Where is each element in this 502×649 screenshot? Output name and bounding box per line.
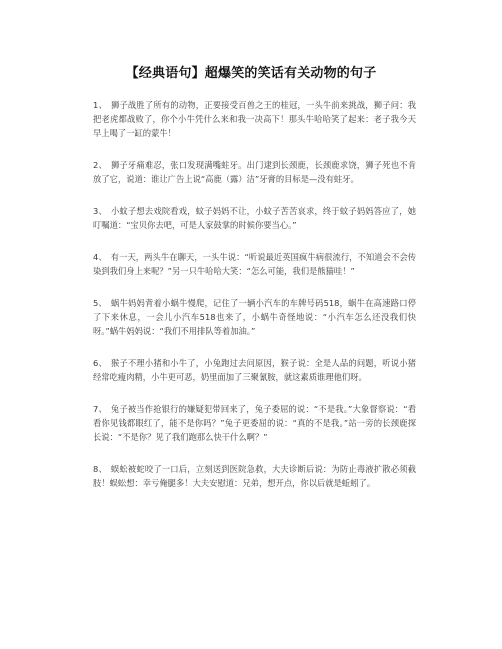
document-title: 【经典语句】超爆笑的笑话有关动物的句子 xyxy=(125,66,377,81)
joke-item xyxy=(93,159,416,187)
joke-item xyxy=(93,251,416,279)
joke-item xyxy=(93,205,416,233)
joke-number: 6、 xyxy=(93,358,107,369)
joke-item xyxy=(93,403,416,444)
joke-item xyxy=(93,463,416,491)
joke-number: 7、 xyxy=(93,404,107,415)
joke-text: 狮子战胜了所有的动物，正要接受百兽之王的桂冠，一头牛前来挑战，狮子问：我把老虎都战败了，你个小牛凭什么来和我一决高下！那头牛哈哈笑了起来：老子我今天早上喝了一缸的蒙牛！ xyxy=(93,100,416,138)
joke-text: 蜈蚣被蛇咬了一口后，立刻送到医院急救，大夫诊断后说：为防止毒液扩散必须截肢！蜈蚣想：幸亏俺腿多！大夫安慰道：兄弟，想开点，你以后就是蚯蚓了。 xyxy=(93,464,416,488)
joke-text: 蜗牛妈妈背着小蜗牛慢爬，记住了一辆小汽车的车牌号码518，蜗牛在高速路口停了下来休息，一会儿小汽车518也来了，小蜗牛奇怪地说：“小汽车怎么还没我们快呀。”蜗牛妈妈说：“我们不用排队等着加油。” xyxy=(93,298,417,336)
joke-number: 3、 xyxy=(93,205,107,216)
joke-list xyxy=(93,99,416,509)
joke-number: 2、 xyxy=(93,159,107,170)
joke-item xyxy=(93,297,416,338)
joke-text: 狮子牙痛难忍，张口发现满嘴蛀牙。出门逮到长颈鹿，长颈鹿求饶，狮子死也不肯放了它，说道：谁让广告上说“高鹿（露）洁”牙膏的目标是—没有蛀牙。 xyxy=(93,159,416,184)
joke-number: 5、 xyxy=(93,298,107,309)
joke-text: 小蚊子想去戏院看戏，蚊子妈妈不让，小蚊子苦苦哀求，终于蚊子妈妈答应了，她叮嘱道：“宝贝你去吧，可是人家鼓掌的时候你要当心。” xyxy=(93,205,416,230)
joke-number: 4、 xyxy=(93,252,107,263)
joke-number: 8、 xyxy=(93,464,107,475)
joke-number: 1、 xyxy=(93,100,107,110)
joke-text: 兔子被当作抢银行的嫌疑犯带回来了，兔子委屈的说：“不是我。”大象督察说：“看看你见钱都眼红了，能不是你吗？”兔子更委屈的说：“真的不是我。”站一旁的长颈鹿探长说：“不是你？见了我们跑那么快干什么啊？” xyxy=(93,404,417,442)
joke-item xyxy=(93,357,416,385)
joke-text: 猴子不理小猪和小牛了，小兔跑过去问原因，猴子说：全是人品的问题，听说小猪经常吃瘦肉精，小牛更可恶，奶里面加了三聚氰胺，就这素质谁理他们呀。 xyxy=(93,358,416,382)
joke-item xyxy=(93,99,416,140)
joke-text: 有一天，两头牛在聊天，一头牛说：“听说最近英国疯牛病很流行，不知道会不会传染到我们身上来呢？”另一只牛哈哈大笑：“怎么可能，我们是熊猫哇！” xyxy=(93,252,417,276)
